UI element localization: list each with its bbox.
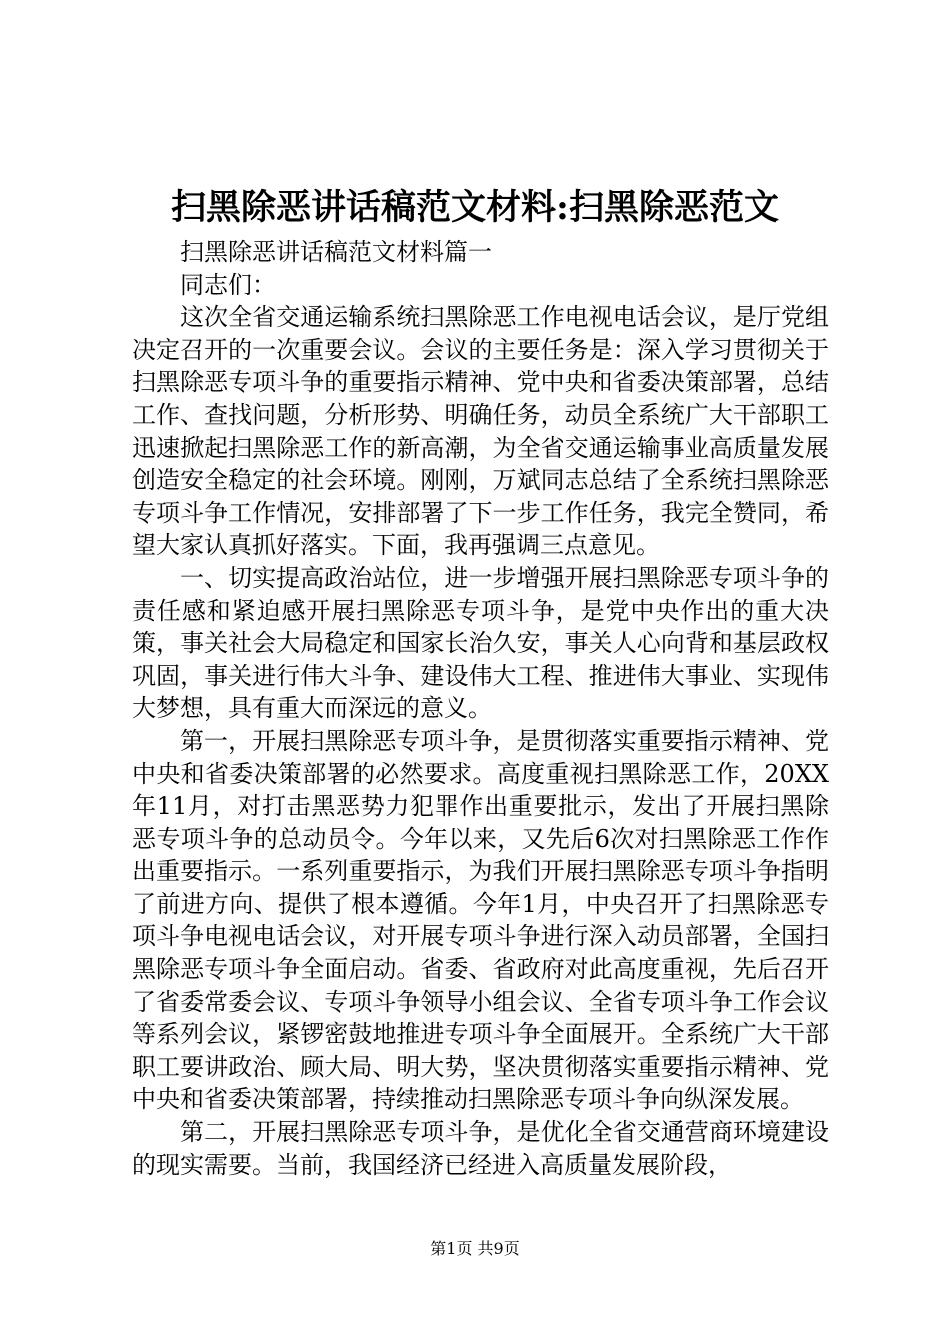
- document-body: [132, 236, 829, 1181]
- section-heading: 扫黑除恶讲话稿范文材料篇一: [180, 238, 492, 266]
- body-paragraph: 第二，开展扫黑除恶专项斗争，是优化全省交通营商环境建设的现实需要。当前，我国经济已经进入高质量发展阶段，: [132, 1118, 829, 1179]
- body-paragraph: 这次全省交通运输系统扫黑除恶工作电视电话会议，是厅党组决定召开的一次重要会议。会议的主要任务是：深入学习贯彻关于扫黑除恶专项斗争的重要指示精神、党中央和省委决策部署，总结工作、查找问题，分析形势、明确任务，动员全系统广大干部职工迅速掀起扫黑除恶工作的新高潮，为全省交通运输事业高质量发展创造安全稳定的社会环境。刚刚，万斌同志总结了全系统扫黑除恶专项斗争工作情况，安排部署了下一步工作任务，我完全赞同，希望大家认真抓好落实。下面，我再强调三点意见。: [132, 303, 829, 560]
- body-paragraph: 一、切实提高政治站位，进一步增强开展扫黑除恶专项斗争的责任感和紧迫感开展扫黑除恶专项斗争，是党中央作出的重大决策，事关社会大局稳定和国家长治久安，事关人心向背和基层政权巩固，事关进行伟大斗争、建设伟大工程、推进伟大事业、实现伟大梦想，具有重大而深远的意义。: [132, 563, 829, 723]
- page-footer: 第1页 共9页: [430, 1239, 520, 1258]
- body-paragraph: 第一，开展扫黑除恶专项斗争，是贯彻落实重要指示精神、党中央和省委决策部署的必然要求。高度重视扫黑除恶工作，20XX年11月，对打击黑恶势力犯罪作出重要批示，发出了开展扫黑除恶专项斗争的总动员令。今年以来，又先后6次对扫黑除恶工作作出重要指示。一系列重要指示，为我们开展扫黑除恶专项斗争指明了前进方向、提供了根本遵循。今年1月，中央召开了扫黑除恶专项斗争电视电话会议，对开展专项斗争进行深入动员部署，全国扫黑除恶专项斗争全面启动。省委、省政府对此高度重视，先后召开了省委常委会议、专项斗争领导小组会议、全省专项斗争工作会议等系列会议，紧锣密鼓地推进专项斗争全面展开。全系统广大干部职工要讲政治、顾大局、明大势，坚决贯彻落实重要指示精神、党中央和省委决策部署，持续推动扫黑除恶专项斗争向纵深发展。: [132, 726, 829, 1114]
- document-title: 扫黑除恶讲话稿范文材料:扫黑除恶范文: [171, 187, 779, 228]
- salutation: 同志们：: [180, 270, 276, 299]
